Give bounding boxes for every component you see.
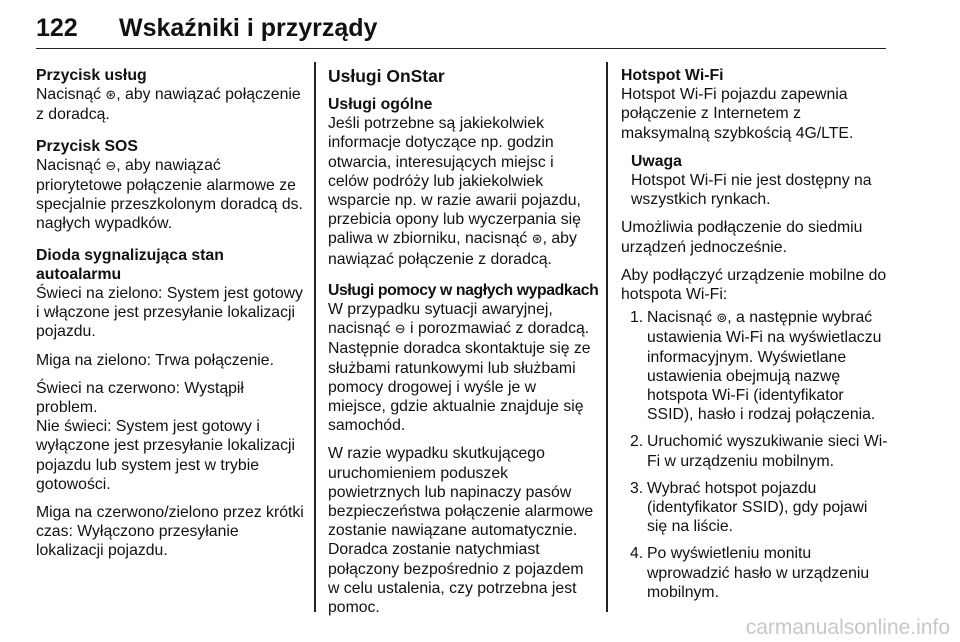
note-heading: Uwaga: [631, 152, 682, 170]
wifi-icon: ⊚: [716, 311, 728, 327]
general-services-text-pre: Jeśli potrzebne są jakiekolwiek informacje dotyczące np. godzin otwarcia, interesujących miejsc i celów podróży lub jakiekolwiek wsparcie np. w razie awarii pojazdu, przebicia opony lub wyczerpania się paliwa w zbiorniku, nacisnąć: [328, 115, 581, 248]
sos-icon: ⊖: [105, 158, 117, 174]
watermark: carmanualsonline.info: [745, 616, 950, 639]
step-text: Wybrać hotspot pojazdu (identyfikator SSID), gdy pojawi się na liście.: [647, 479, 868, 536]
step-text: Po wyświetleniu monitu wprowadzić hasło w urządzeniu mobilnym.: [647, 545, 870, 601]
wifi-hotspot-intro: Hotspot Wi-Fi pojazdu zapewnia połączenie z Internetem z maksymalną szybkością 4G/LTE.: [621, 86, 854, 142]
sos-button-heading: Przycisk SOS: [36, 137, 138, 155]
led-status-green: Świeci na zielono: System jest gotowy i włączone jest przesyłanie lokalizacji pojazdu.: [36, 285, 303, 341]
column-divider-2: [606, 62, 608, 612]
step-number: 3.: [630, 479, 644, 497]
sos-button-text: [36, 156, 304, 234]
step-text: Uruchomić wyszukiwanie sieci Wi-Fi w urządzeniu mobilnym.: [647, 433, 888, 470]
onstar-title: Usługi OnStar: [328, 66, 445, 86]
list-item: [621, 308, 889, 424]
sos-icon: ⊖: [394, 322, 406, 338]
emergency-services-text: [328, 300, 596, 435]
service-button-heading: Przycisk usług: [36, 67, 147, 84]
note-box: [621, 152, 889, 210]
service-icon: ⊛: [531, 232, 543, 248]
column-divider-1: [314, 62, 316, 612]
step-number: 2.: [630, 433, 644, 451]
service-button-text: [36, 85, 304, 124]
service-icon: ⊛: [105, 88, 117, 104]
wifi-devices-text: Umożliwia podłączenie do siedmiu urządzeń jednocześnie.: [621, 219, 863, 256]
emergency-services-text-pre: W przypadku sytuacji awaryjnej, nacisnąć: [328, 301, 553, 338]
list-item: [621, 544, 889, 602]
page-title: Wskaźniki i przyrządy: [119, 14, 378, 42]
sos-button-text-pre: Nacisnąć: [36, 156, 106, 174]
step-number: 1.: [630, 309, 644, 327]
step-text-post: , a następnie wybrać ustawienia Wi-Fi na wyświetlaczu informacyjnym. Wyświetlane ustawienia obejmują nazwę hotspota Wi-Fi (identyfikator SSID), hasło i rodzaj połączenia.: [647, 309, 882, 424]
led-heading: Dioda sygnalizująca stan autoalarmu: [36, 246, 224, 283]
column-left: [36, 66, 304, 570]
page-number: 122: [36, 14, 78, 42]
led-status-red: Świeci na czerwono: Wystąpił problem.: [36, 379, 244, 417]
emergency-services-text-post: i porozmawiać z doradcą. Następnie doradca skontaktuje się ze służbami ratunkowymi lub służbami pomocy drogowej i wyśle je w miejsce, gdzie aktualnie znajduje się samochód.: [328, 320, 591, 435]
general-services-text: [328, 114, 596, 269]
column-right: [621, 66, 889, 610]
page-header: [36, 8, 886, 49]
led-status-blinking-green: Miga na zielono: Trwa połączenie.: [36, 351, 274, 369]
emergency-auto-call-text: W razie wypadku skutkującego uruchomieniem poduszek powietrznych lub napinaczy pasów bezpieczeństwa połączenie alarmowe zostanie nawiązane automatycznie. Doradca zostanie natychmiast połączony bezpośrednio z pojazdem w celu ustalenia, czy potrzebna jest pomoc.: [328, 445, 594, 617]
service-button-text-pre: Nacisnąć: [36, 86, 106, 104]
service-button-text-post: , aby nawiązać połączenie z doradcą.: [36, 86, 301, 124]
wifi-hotspot-heading: Hotspot Wi-Fi: [621, 67, 724, 84]
list-item: [621, 479, 889, 537]
general-services-heading: Usługi ogólne: [328, 96, 433, 113]
wifi-connect-intro: Aby podłączyć urządzenie mobilne do hotspota Wi-Fi:: [621, 266, 887, 304]
emergency-services-heading: Usługi pomocy w nagłych wypadkach: [328, 281, 599, 299]
list-item: [621, 432, 889, 470]
step-number: 4.: [630, 545, 644, 563]
column-middle: [328, 66, 599, 626]
sos-button-text-post: , aby nawiązać priorytetowe połączenie alarmowe ze specjalnie przeszkolonym doradcą ds. nagłych wypadków.: [36, 156, 303, 233]
general-services-text-post: , aby nawiązać połączenie z doradcą.: [328, 230, 577, 268]
wifi-steps-list: [621, 308, 889, 602]
note-text: Hotspot Wi-Fi nie jest dostępny na wszystkich rynkach.: [631, 172, 872, 209]
led-status-red-green: Miga na czerwono/zielono przez krótki czas: Wyłączono przesyłanie lokalizacji pojazdu.: [36, 504, 304, 560]
led-status-off: Nie świeci: System jest gotowy i wyłączone jest przesyłanie lokalizacji pojazdu lub system jest w trybie gotowości.: [36, 418, 296, 493]
step-text-pre: Nacisnąć: [647, 309, 717, 327]
